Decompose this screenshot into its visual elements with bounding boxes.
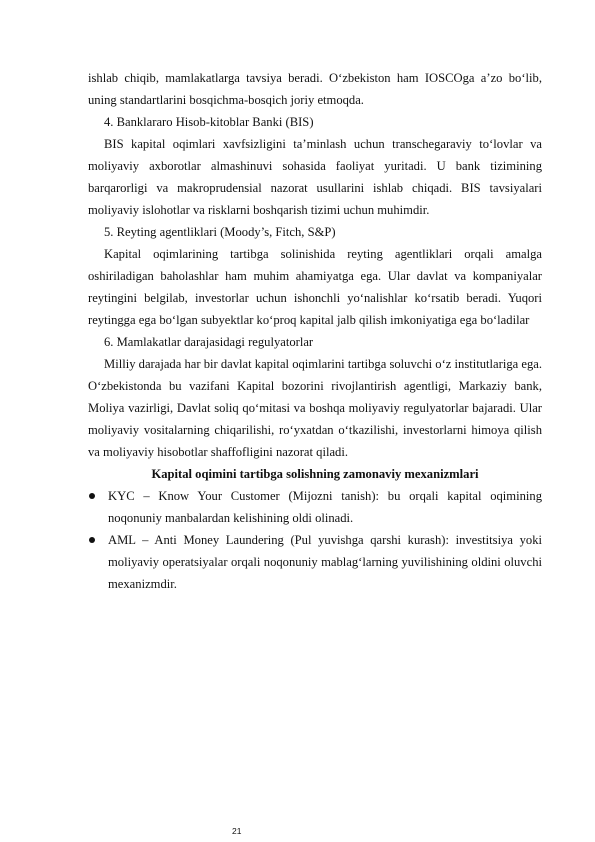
list-item — [88, 529, 542, 595]
paragraph-intro: ishlab chiqib, mamlakatlarga tavsiya beradi. O‘zbekiston ham IOSCOga a’zo bo‘lib, uning standartlarini bosqichma-bosqich joriy etmoqda. — [88, 71, 542, 107]
section-title: Kapital oqimini tartibga solishning zamonaviy mexanizmlari — [151, 467, 479, 481]
list-item-text: AML – Anti Money Laundering (Pul yuvishga qarshi kurash): investitsiya yoki moliyaviy operatsiyalar orqali noqonuniy mablag‘larning yuvilishining oldini oluvchi mexanizmdir. — [108, 533, 542, 591]
bullet-icon — [89, 493, 95, 499]
paragraph-bis: BIS kapital oqimlari xavfsizligini ta’minlash uchun transchegaraviy to‘lovlar va moliyaviy axborotlar almashinuvi sohasida faoliyat yuritadi. U bank tizimining barqarorligi va makroprudensial nazorat usullarini ishlab chiqadi. BIS tavsiyalari moliyaviy islohotlar va risklarni boshqarish tizimi uchun muhimdir. — [88, 137, 542, 217]
list-item — [88, 485, 542, 529]
heading-national-regulators: 6. Mamlakatlar darajasidagi regulyatorlar — [104, 335, 314, 349]
page-number: 21 — [232, 826, 242, 836]
bullet-icon — [89, 537, 95, 543]
paragraph-rating-agencies: Kapital oqimlarining tartibga solinishida reyting agentliklari orqali amalga oshiriladigan baholashlar ham muhim ahamiyatga ega. Ular davlat va kompaniyalar reytingini belgilab, investorlar uchun ishonchli yo‘nalishlar ko‘rsatib beradi. Yuqori reytingga ega bo‘lgan subyektlar ko‘proq kapital jalb qilish imkoniyatiga ega bo‘ladilar — [88, 247, 542, 327]
document-page — [88, 67, 542, 595]
heading-rating-agencies: 5. Reyting agentliklari (Moody’s, Fitch, S&P) — [104, 225, 336, 239]
paragraph-national-regulators: Milliy darajada har bir davlat kapital oqimlarini tartibga soluvchi o‘z institutlariga ega. O‘zbekistonda bu vazifani Kapital bozorini rivojlantirish agentligi, Markaziy bank, Moliya vazirligi, Davlat soliq qo‘mitasi va boshqa moliyaviy regulyatorlar bajaradi. Ular moliyaviy vositalarning chiqarilishi, ro‘yxatdan o‘tkazilishi, investorlarni himoya qilish va moliyaviy hisobotlar shaffofligini nazorat qiladi. — [88, 357, 542, 459]
list-item-text: KYC – Know Your Customer (Mijozni tanish): bu orqali kapital oqimining noqonuniy manbalardan kelishining oldi olinadi. — [108, 489, 542, 525]
heading-bis: 4. Banklararo Hisob-kitoblar Banki (BIS) — [104, 115, 314, 129]
